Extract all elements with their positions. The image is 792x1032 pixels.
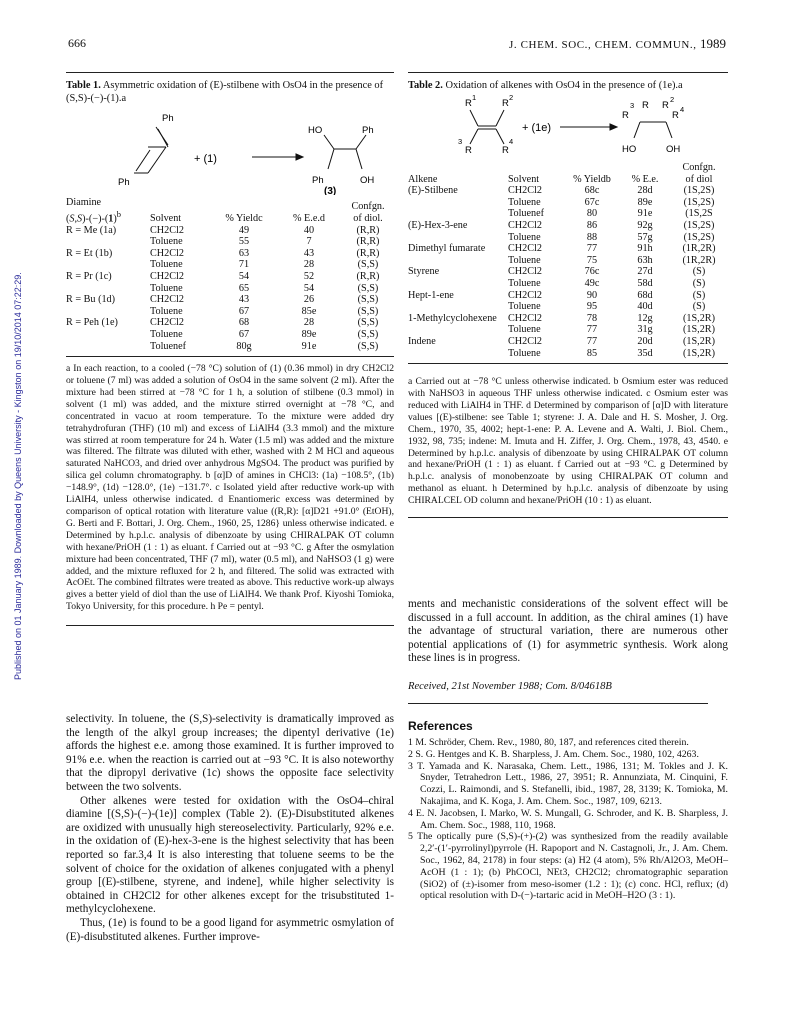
svg-text:R: R [465, 145, 472, 156]
download-watermark-link[interactable]: Published on 01 January 1989. Downloaded by Queens University - Kingston on 19/10/2014 07:22:29. [13, 272, 23, 680]
table2-row [408, 301, 728, 313]
table2-cell: (1S,2R) [683, 335, 715, 347]
table1-row [66, 271, 394, 283]
table2-cell: (1R,2R) [682, 254, 716, 266]
table2-cell [408, 197, 508, 209]
body-paragraph: Thus, (1e) is found to be a good ligand for asymmetric osmylation of (E)-disubstituted alkenes. Further improve- [66, 916, 394, 943]
svg-text:HO: HO [622, 144, 637, 155]
table1-cell: 91e [301, 340, 317, 352]
table2-cell: CH2Cl2 [508, 335, 542, 347]
table2-cell: (1S,2S [685, 208, 713, 220]
table1-cell: 65 [238, 282, 250, 294]
table2-cell [408, 232, 508, 244]
table2-cell: Hept-1-ene [408, 289, 454, 301]
table1-cell: 49 [238, 224, 250, 236]
table1-bottom-rule [66, 356, 394, 357]
table2-cell: 35d [637, 347, 653, 359]
table2-cell: Toluene [508, 231, 541, 243]
table2-end-rule [408, 517, 728, 518]
svg-text:Ph: Ph [312, 175, 324, 186]
table2-cell: CH2Cl2 [508, 289, 542, 301]
table2-cell: 68d [637, 289, 653, 301]
table2-cell: 85 [586, 347, 598, 359]
svg-text:R: R [465, 98, 472, 109]
table2-cell: 77 [586, 243, 598, 255]
table2-cell: (1S,2S) [683, 219, 715, 231]
table2-body [408, 185, 728, 359]
table1-header-yield: % Yieldc [225, 212, 263, 224]
table2-cell: (S) [692, 301, 706, 313]
table2-cell: 77 [586, 324, 598, 336]
reference-item: 4 E. N. Jacobsen, I. Marko, W. S. Mungall, G. Schroder, and K. B. Sharpless, J. Am. Chem. Soc., 1988, 110, 1968. [408, 807, 728, 831]
table2-cell: Toluene [508, 277, 541, 289]
table1-cell: 68 [238, 317, 250, 329]
table1-cell: CH2Cl2 [150, 247, 184, 259]
table2-cell: 49c [584, 277, 600, 289]
table2-row [408, 220, 728, 232]
table1-cell: 55 [238, 236, 250, 248]
table2-cell: Toluene [508, 301, 541, 313]
table1-cell: (S,S) [357, 294, 379, 306]
table1-cell [66, 236, 150, 248]
download-watermark [2, 180, 23, 680]
table2-row [408, 290, 728, 302]
table1-cell: 7 [306, 236, 312, 248]
table1-cell: Toluene [150, 305, 183, 317]
received-line: Received, 21st November 1988; Com. 8/04618B [408, 680, 612, 692]
table2-cell: 78 [586, 312, 598, 324]
table1-row [66, 283, 394, 295]
table2-row [408, 313, 728, 325]
references-list [408, 737, 728, 902]
table2-cell: Toluene [508, 196, 541, 208]
table2-cell: (1S,2S) [683, 185, 715, 197]
table1-cell: 52 [303, 270, 315, 282]
table1-cell: 26 [303, 294, 315, 306]
body-paragraph: Other alkenes were tested for oxidation with the OsO4–chiral diamine [(S,S)-(−)-(1e)] complex (Table 2). (E)-Disubstituted alkenes are oxidized with unusually high stereoselectivity. Particularly, 92% e.e. in the oxidation of (E)-hex-3-ene is the highest selectivity that has been reported so far.3,4 It is also interesting that toluene seems to be the solvent of choice for the oxidation of alkenes conjugated with a phenyl group [(E)-stilbene, styrene, and indene], while higher selectivity is obtained in CH2Cl2 for other alkenes except for the trisubstituted 1-methylcyclohexene. [66, 794, 394, 916]
table2-cell: 92g [637, 219, 653, 231]
table1-cell: (R,R) [356, 270, 380, 282]
svg-text:R: R [642, 100, 649, 111]
table1-cell: 28 [303, 259, 315, 271]
table2-cell: (1S,2R) [683, 324, 715, 336]
table2-header-ee: % E.e. [631, 173, 659, 185]
table2-cell: 77 [586, 335, 598, 347]
svg-text:2: 2 [670, 95, 675, 104]
table1-cell: (S,S) [357, 282, 379, 294]
table1-cell: CH2Cl2 [150, 317, 184, 329]
table2-row [408, 208, 728, 220]
table1-footnotes: a In each reaction, to a cooled (−78 °C) solution of (1) (0.36 mmol) in dry CH2Cl2 or toluene (7 ml) was added a solution of OsO4 in the same solvent (2 ml). After the mixture had been stirred at −78 °C for 1 h, a solution of stilbene (0.3 mmol) in solvent (1 ml) was added, and the mixture stirred overnight at −78 °C, and concentrated in vacuo at room temperature. To the mixture were added dry tetrahydrofuran (THF) (10 ml) and excess of LiAlH4 (3.3 mmol) and the mixture was stirred at room temperature for 24 h. Water (1.5 ml) was added and the mixture was filtered. The filtrate was diluted with ether, washed with 2 M HCl and aqueous saturated NaHCO3, and dried over anhydrous MgSO4. The product was purified by silica gel column chromatography. b [α]D of amines in CHCl3: (1a) −108.5°, (1b) −148.9°, (1d) −128.0°, (1e) −131.7°. c Isolated yield after reductive work-up with LiAlH4, unless otherwise indicated. d Enantiomeric excess was determined by comparison of optical rotation with literature value ((R,R): [α]D21 +91.0° (EtOH), G. Berti and F. Bottari, J. Org. Chem., 1960, 25, 1286} unless otherwise indicated. e Determined by h.p.l.c. analysis of dibenzoate by using CHIRALPAK OT column with hexane/PriOH (1 : 1) as eluant. f Carried out at −93 °C. g After the osmylation mixture had been concentrated, THF (7 ml), water (0.5 ml), and NaHSO3 (1 g) were added, and the mixture refluxed for 2 h, and filtered. The solid was extracted with AcOEt. The combined filtrates were treated as above. This reductive work-up always gives a better yield of diol than the use of LiAlH4. We thank Prof. Kiyoshi Tomioka, Tokyo University, for this procedure. h Pe = pentyl. [66, 363, 394, 613]
table1-cell: 54 [303, 282, 315, 294]
table1-row [66, 248, 394, 260]
table2-cell: 27d [637, 266, 653, 278]
table1-cell [66, 341, 150, 353]
table1-cell: R = Pr (1c) [66, 270, 112, 282]
table2-cell: CH2Cl2 [508, 185, 542, 197]
svg-text:4: 4 [680, 105, 685, 114]
journal-header [509, 36, 726, 52]
table1-cell: (R,R) [356, 236, 380, 248]
table2-row [408, 324, 728, 336]
table1-cell: (S,S) [357, 305, 379, 317]
right-lower-block [408, 598, 728, 902]
table1-cell: 40 [303, 224, 315, 236]
table1-cell: (S,S) [357, 328, 379, 340]
table1-cell [66, 306, 150, 318]
table2-row [408, 255, 728, 267]
table2-cell: 1-Methylcyclohexene [408, 312, 497, 324]
table2-row [408, 278, 728, 290]
table2-cell: 63h [637, 254, 653, 266]
body-text-right: ments and mechanistic considerations of the solvent effect will be discussed in a full account. In addition, as the chiral amines (1) have the advantage of structural variation, there are numerous other potential applications of (1) for asymmetric synthesis. Work along these lines is in progress. [408, 598, 728, 665]
table1-cell: 43 [303, 247, 315, 259]
table2-row [408, 348, 728, 360]
svg-text:Ph: Ph [118, 177, 130, 188]
table1-cell: (S,S) [357, 259, 379, 271]
reference-item: 5 The optically pure (S,S)-(+)-(2) was synthesized from the readily available 2,2′-(1′-pyrrolinyl)pyrrole (H. Rapoport and N. Castagnoli, Jr., J. Am. Chem. Soc., 1962, 84, 2178) in four steps: (a) H2 (4 atom), 5% Rh/Al2O3, MeOH–AcOH (1 : 1); (b) PhCOCl, NEt3, CH2Cl2; chromatographic separation (SiO2) of (±)-isomer from meso-isomer (1.2 : 1); (c) conc. HCl, reflux; (d) optical resolution with D-(−)-tartaric acid in MeOH–H2O (3 : 1). [408, 831, 728, 902]
table1-cell: (R,R) [356, 247, 380, 259]
journal-year: 1989 [700, 36, 726, 51]
table2-cell: 40d [637, 301, 653, 313]
svg-text:Ph: Ph [362, 125, 374, 136]
svg-text:R: R [662, 100, 669, 111]
table1-block [66, 72, 394, 626]
table1-cell: CH2Cl2 [150, 224, 184, 236]
table1-cell: (S,S) [357, 317, 379, 329]
table1-cell: 63 [238, 247, 250, 259]
table2-cell [408, 301, 508, 313]
table1-row [66, 341, 394, 353]
table1-cell: CH2Cl2 [150, 270, 184, 282]
table1-reaction-scheme [66, 107, 394, 195]
table2-row [408, 185, 728, 197]
table2-cell: 28d [637, 185, 653, 197]
table2-cell: 91h [637, 243, 653, 255]
table1-header-diamine: Diamine $(S,S)-(-)-(1)^b$ [66, 197, 121, 224]
table1-cell: 67 [238, 328, 250, 340]
table2-cell [408, 255, 508, 267]
table2-cell: 67c [584, 196, 600, 208]
table2-cell: 88 [586, 231, 598, 243]
table2-header-solvent: Solvent [508, 173, 540, 185]
table1-cell: (R,R) [356, 224, 380, 236]
table1-cell: 43 [238, 294, 250, 306]
svg-text:3: 3 [458, 137, 463, 146]
table2-top-rule [408, 72, 728, 73]
table1-row [66, 317, 394, 329]
table2-header-yield: % Yieldb [573, 173, 611, 185]
table2-header-row [408, 162, 728, 185]
svg-text:+ (1): + (1) [194, 153, 217, 165]
svg-text:4: 4 [509, 137, 514, 146]
table1-row [66, 225, 394, 237]
table2-cell: 89e [637, 196, 653, 208]
table2-caption: Table 2. Oxidation of alkenes with OsO4 in the presence of (1e).a [408, 80, 683, 91]
table2-cell: (S) [692, 277, 706, 289]
svg-text:Ph: Ph [162, 113, 174, 124]
table2-cell: (1S,2S) [683, 196, 715, 208]
table2-cell: (E)-Hex-3-ene [408, 219, 468, 231]
table1 [66, 197, 394, 352]
table2-cell: (1R,2R) [682, 243, 716, 255]
table2-cell: 20d [637, 335, 653, 347]
table2-header-confgn: Confgn. of diol [682, 162, 716, 185]
table1-header-confgn: Confgn. of diol. [351, 201, 385, 224]
body-paragraph: selectivity. In toluene, the (S,S)-selectivity is dramatically improved as the length of the alkyl group increases; the dipentyl derivative (1e) affords the highest e.e. among those examined. It is further improved to 91% e.e. when the reaction is carried out at −93 °C. It is also noteworthy that the dipropyl derivative (1c) shows the opposite face selectivity between the two solvents. [66, 713, 394, 793]
table1-cell: 28 [303, 317, 315, 329]
table2-cell: CH2Cl2 [508, 219, 542, 231]
table2-cell: 86 [586, 219, 598, 231]
table2-cell: (1S,2R) [683, 347, 715, 359]
table2-reaction-scheme [408, 94, 728, 156]
table2-row [408, 243, 728, 255]
svg-text:OH: OH [360, 175, 375, 186]
received-rule [408, 703, 708, 704]
table1-cell: 89e [301, 328, 317, 340]
svg-text:HO: HO [308, 125, 323, 136]
table1-cell: Toluene [150, 259, 183, 271]
table2-row [408, 336, 728, 348]
table2-cell: 31g [637, 324, 653, 336]
table1-header-ee: % E.e.d [293, 212, 325, 224]
table2-cell: Toluene [508, 254, 541, 266]
table2-cell [408, 348, 508, 360]
table2-cell: 57g [637, 231, 653, 243]
svg-text:2: 2 [509, 94, 514, 102]
table1-row [66, 306, 394, 318]
table1-cell: 80g [236, 340, 252, 352]
table2-header-alkene: Alkene [408, 173, 438, 185]
table2-cell: CH2Cl2 [508, 243, 542, 255]
table1-cell: R = Me (1a) [66, 224, 117, 236]
table2-cell: 76c [584, 266, 600, 278]
table2-cell: (1S,2R) [683, 312, 715, 324]
svg-text:R: R [622, 110, 629, 121]
table2-bottom-rule [408, 363, 728, 364]
table1-cell [66, 259, 150, 271]
table2-cell [408, 278, 508, 290]
table2-cell: (E)-Stilbene [408, 185, 458, 197]
svg-text:+ (1e): + (1e) [522, 122, 552, 134]
table1-cell: CH2Cl2 [150, 294, 184, 306]
reference-item: 1 M. Schröder, Chem. Rev., 1980, 80, 187, and references cited therein. [408, 736, 689, 748]
table1-body [66, 225, 394, 353]
table2-cell: 91e [637, 208, 653, 220]
table2-cell: (1S,2S) [683, 231, 715, 243]
table2-cell: Indene [408, 335, 436, 347]
table1-row [66, 259, 394, 271]
table1-cell: 67 [238, 305, 250, 317]
table2-cell: Toluene [508, 347, 541, 359]
table2-footnotes: a Carried out at −78 °C unless otherwise indicated. b Osmium ester was reduced with NaHSO3 in aqueous THF unless otherwise indicated. c Osmium ester was reduced with LiAlH4 in THF. d Determined by comparison of [α]D with literature values [(E)-stilbene: see Table 1; styrene: J. A. Dale and H. S. Mosher, J. Org. Chem., 1970, 35, 4002; hept-1-ene: P. A. Levene and A. Walti, J. Biol. Chem., 1932, 98, 735; indene: M. Imuta and H. Ziffer, J. Org. Chem., 1978, 43, 4540. e Determined by h.p.l.c. analysis of dibenzoate by using CHIRALPAK OT column and hexane/PriOH (1 : 1) as eluant. f Carried out at −93 °C. g Determined by h.p.l.c. analysis of monobenzoate by using CHIRALPAK OT column and methanol as eluant. h Determined by h.p.l.c. analysis of dibenzoate by using CHIRALCEL OD column and hexane/PriOH (10 : 1) as eluant. [408, 376, 728, 507]
table1-cell: Toluene [150, 328, 183, 340]
references-heading: References [408, 718, 473, 733]
table2-cell: 68c [584, 185, 600, 197]
reference-item: 2 S. G. Hentges and K. B. Sharpless, J. Am. Chem. Soc., 1980, 102, 4263. [408, 748, 699, 760]
table2-cell: 75 [586, 254, 598, 266]
table2-block [408, 72, 728, 518]
table2-cell: 90 [586, 289, 598, 301]
table1-cell: Toluenef [150, 340, 187, 352]
svg-text:1: 1 [472, 94, 477, 102]
table2-row [408, 266, 728, 278]
table2-cell: Toluenef [508, 208, 545, 220]
table1-cell [66, 283, 150, 295]
table2-row [408, 232, 728, 244]
page-number: 666 [68, 36, 86, 50]
table2-cell: (S) [692, 289, 706, 301]
svg-text:R: R [672, 110, 679, 121]
table1-header-row [66, 197, 394, 225]
table2-cell: (S) [692, 266, 706, 278]
table2-row [408, 197, 728, 209]
table1-cell: R = Et (1b) [66, 247, 113, 259]
table1-cell: 71 [238, 259, 250, 271]
svg-text:(3): (3) [324, 186, 337, 195]
table1-row [66, 236, 394, 248]
table2-cell [408, 324, 508, 336]
table2-cell: CH2Cl2 [508, 312, 542, 324]
table2-cell: 12g [637, 312, 653, 324]
table2-cell: Styrene [408, 266, 440, 278]
table1-row [66, 294, 394, 306]
table1-row [66, 329, 394, 341]
table1-end-rule [66, 625, 394, 626]
svg-text:R: R [502, 145, 509, 156]
table2-cell: 80 [586, 208, 598, 220]
table1-header-solvent: Solvent [150, 212, 182, 224]
body-text-left [66, 713, 394, 944]
table1-cell: R = Peh (1e) [66, 317, 118, 329]
table2-cell: Dimethyl fumarate [408, 243, 486, 255]
svg-text:R: R [502, 98, 509, 109]
table1-cell [66, 329, 150, 341]
table2-cell [408, 208, 508, 220]
table1-top-rule [66, 72, 394, 73]
table2-cell: 95 [586, 301, 598, 313]
table2-cell: Toluene [508, 324, 541, 336]
table1-cell: Toluene [150, 236, 183, 248]
table2-cell: 58d [637, 277, 653, 289]
journal-title: J. CHEM. SOC., CHEM. COMMUN., [509, 39, 697, 51]
table2 [408, 162, 728, 359]
table1-cell: (S,S) [357, 340, 379, 352]
table1-cell: R = Bu (1d) [66, 294, 116, 306]
table1-caption: Table 1. Asymmetric oxidation of (E)-stilbene with OsO4 in the presence of (S,S)-(−)-(1).a [66, 80, 384, 104]
svg-text:OH: OH [666, 144, 681, 155]
table1-cell: Toluene [150, 282, 183, 294]
reference-item: 3 T. Yamada and K. Narasaka, Chem. Lett., 1986, 131; M. Tokles and J. K. Snyder, Tetrahedron Lett., 1986, 27, 3951; R. Annunziata, M. Cinquini, F. Cozzi, L. Raimondi, and S. Stefanelli, ibid., 1987, 28, 3139; K. Tomioka, M. Nakajima, and K. Koga, J. Am. Chem. Soc., 1987, 109, 6213. [408, 760, 728, 807]
table1-cell: 54 [238, 270, 250, 282]
table2-cell: CH2Cl2 [508, 266, 542, 278]
table1-cell: 85e [301, 305, 317, 317]
svg-text:3: 3 [630, 101, 635, 110]
